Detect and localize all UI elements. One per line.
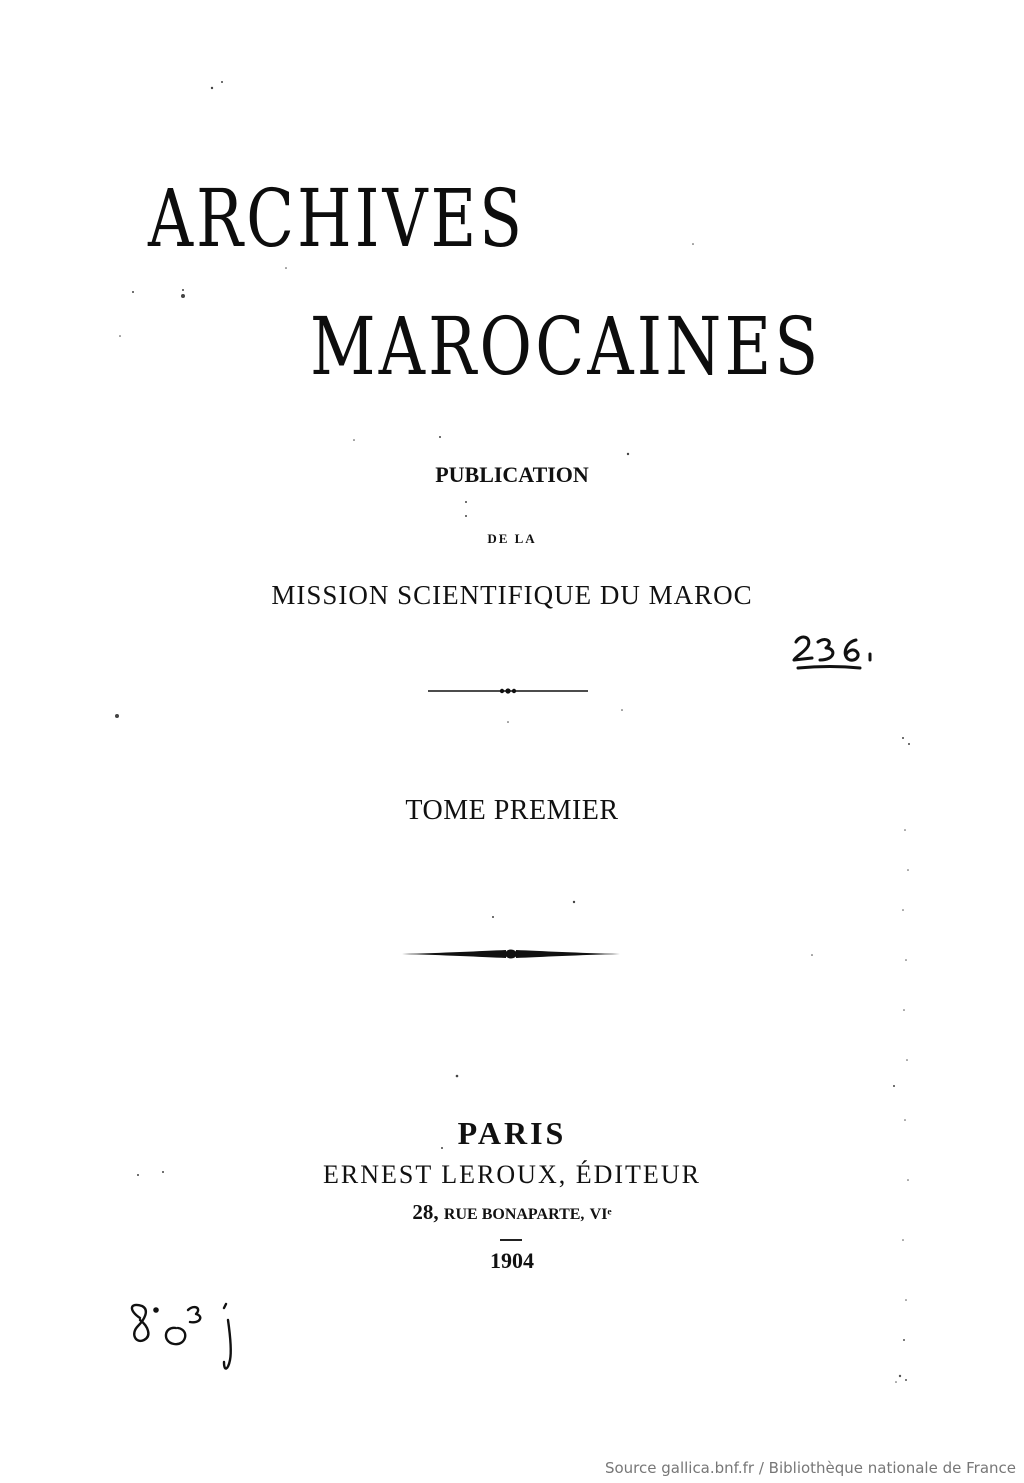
volume-label: TOME PREMIER bbox=[405, 795, 619, 826]
imprint-address bbox=[0, 1200, 1024, 1225]
ornamental-rule-small bbox=[428, 684, 590, 698]
subtitle-publication: PUBLICATION bbox=[435, 462, 589, 487]
subtitle-de-la: DE LA bbox=[487, 531, 537, 546]
subtitle-mission: MISSION SCIENTIFIQUE DU MAROC bbox=[271, 580, 753, 610]
imprint-city: PARIS bbox=[457, 1115, 567, 1151]
imprint-year: 1904 bbox=[490, 1248, 534, 1273]
title-line-marocaines: MAROCAINES bbox=[310, 300, 822, 393]
handwritten-call-number bbox=[122, 1300, 262, 1380]
address-arrondissement: VIᵉ bbox=[589, 1206, 612, 1223]
handwritten-shelf-mark bbox=[790, 628, 890, 676]
address-street: RUE BONAPARTE, bbox=[443, 1206, 585, 1223]
year-dash bbox=[500, 1239, 522, 1241]
address-number: 28, bbox=[412, 1200, 439, 1224]
title-line-archives: ARCHIVES bbox=[148, 172, 526, 265]
ornamental-rule-large bbox=[402, 946, 624, 962]
source-credit: Source gallica.bnf.fr / Bibliothèque nationale de France bbox=[604, 1459, 1016, 1477]
imprint-publisher: ERNEST LEROUX, ÉDITEUR bbox=[323, 1160, 701, 1189]
